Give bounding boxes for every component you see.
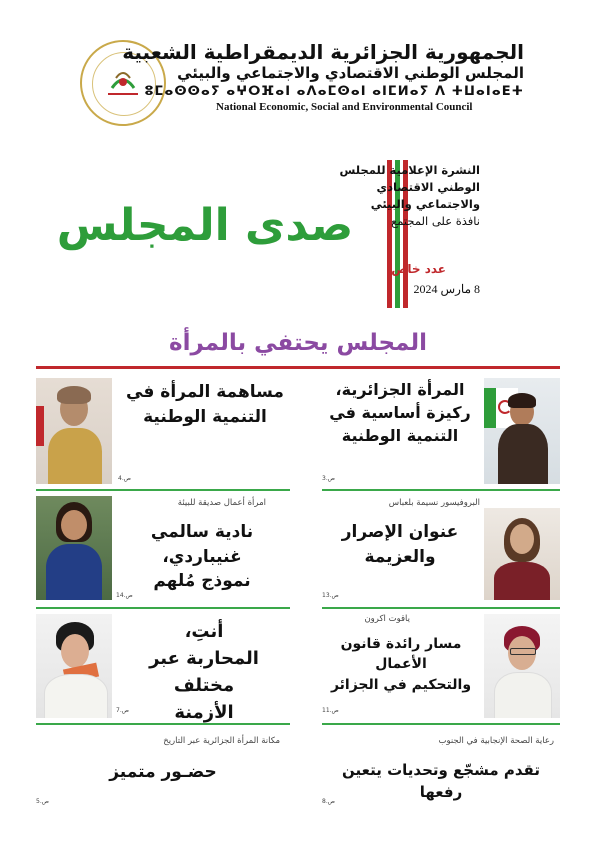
page-ref: ص.11 bbox=[322, 707, 339, 714]
title-line: ركيزة أساسية في bbox=[329, 403, 471, 423]
bulletin-line-4: نافذة على المجتمع bbox=[391, 214, 480, 228]
title-line: عنوان الإصرار bbox=[341, 522, 459, 542]
article-kicker: رعاية الصحة الإنجابية في الجنوب bbox=[438, 736, 554, 746]
masthead-title: صدى المجلس bbox=[56, 200, 354, 251]
headline-divider bbox=[36, 366, 560, 369]
article-title[interactable] bbox=[118, 618, 290, 726]
main-headline: المجلس يحتفي بالمرأة bbox=[169, 330, 427, 356]
section-divider bbox=[322, 607, 560, 609]
page-ref: ص.5 bbox=[36, 798, 49, 805]
article-title[interactable] bbox=[36, 760, 290, 785]
title-line: نموذج مُلهم bbox=[153, 571, 251, 592]
article-kicker: مكانة المرأة الجزائرية عبر التاريخ bbox=[163, 736, 280, 746]
title-line: والتحكيم في الجزائر bbox=[330, 676, 472, 693]
section-divider bbox=[322, 489, 560, 491]
page-ref: ص.3 bbox=[322, 475, 335, 482]
title-line: مساهمة المرأة في bbox=[126, 382, 284, 402]
title-line: التنمية الوطنية bbox=[341, 426, 459, 446]
bulletin-description bbox=[300, 162, 480, 230]
org-name-en: National Economic, Social and Environmental Council bbox=[216, 101, 473, 113]
special-issue-label: عدد خاص bbox=[391, 262, 446, 276]
article-title[interactable] bbox=[322, 520, 478, 569]
article-photo bbox=[36, 614, 112, 718]
article-title[interactable] bbox=[120, 380, 290, 429]
logo-emblem-icon bbox=[108, 73, 138, 94]
section-divider bbox=[322, 723, 560, 725]
article-photo bbox=[484, 378, 560, 484]
title-line: المرأة الجزائرية، bbox=[335, 380, 465, 399]
article-photo bbox=[484, 614, 560, 718]
article-kicker: ياقوت اكرون bbox=[364, 614, 410, 624]
title-line: تقدم مشجّع وتحديات يتعين رفعها bbox=[342, 761, 540, 801]
page-ref: ص.4 bbox=[118, 475, 131, 482]
title-line: حضـور متميز bbox=[109, 762, 217, 782]
page-ref: ص.14 bbox=[116, 592, 133, 599]
title-line: المحاربة عبر مختلف bbox=[149, 648, 259, 696]
section-divider bbox=[36, 607, 290, 609]
title-line: مسار رائدة قانون الأعمال bbox=[340, 636, 462, 673]
title-line: نادية سالمي غنيباردي، bbox=[150, 522, 254, 567]
issue-date: 8 مارس 2024 bbox=[413, 282, 480, 296]
title-line: التنمية الوطنية bbox=[143, 406, 267, 427]
article-photo bbox=[36, 496, 112, 600]
bulletin-line-2: الوطني الاقتصادي bbox=[376, 180, 480, 194]
bulletin-line-1: النشرة الإعلامية للمجلس bbox=[339, 163, 480, 177]
page-ref: ص.7 bbox=[116, 707, 129, 714]
page-ref: ص.13 bbox=[322, 592, 339, 599]
section-divider bbox=[36, 489, 290, 491]
article-kicker: البروفيسور نسيمة بلعباس bbox=[388, 498, 480, 508]
article-photo bbox=[484, 508, 560, 600]
article-title[interactable] bbox=[320, 634, 482, 695]
article-photo bbox=[36, 378, 112, 484]
article-title[interactable] bbox=[112, 520, 292, 594]
title-line: الأزمنة bbox=[174, 702, 234, 723]
org-name-tifinagh: ⵓⵎⴰⵙⵙⴰⵢ ⴰⵖⵔⴼⴰⵏ ⴰⴷⴰⵎⵙⴰⵏ ⴰⵏⵎⵍⴰⵢ ⴷ ⵜⵡⴰⵏⴰⴹⵜ bbox=[144, 84, 524, 99]
article-title[interactable] bbox=[322, 760, 560, 804]
title-line: والعزيمة bbox=[364, 546, 436, 567]
page-ref: ص.8 bbox=[322, 798, 335, 805]
section-divider bbox=[36, 723, 290, 725]
article-title[interactable] bbox=[322, 378, 478, 448]
org-name-ar-2: المجلس الوطني الاقتصادي والاجتماعي والبيئي bbox=[177, 64, 524, 82]
org-name-ar-1: الجمهورية الجزائرية الديمقراطية الشعبية bbox=[122, 40, 524, 64]
title-line: أنتِ، bbox=[184, 621, 224, 642]
article-kicker: امرأة أعمال صديقة للبيئة bbox=[177, 498, 266, 508]
bulletin-line-3: والاجتماعي والبيئي bbox=[370, 197, 480, 211]
